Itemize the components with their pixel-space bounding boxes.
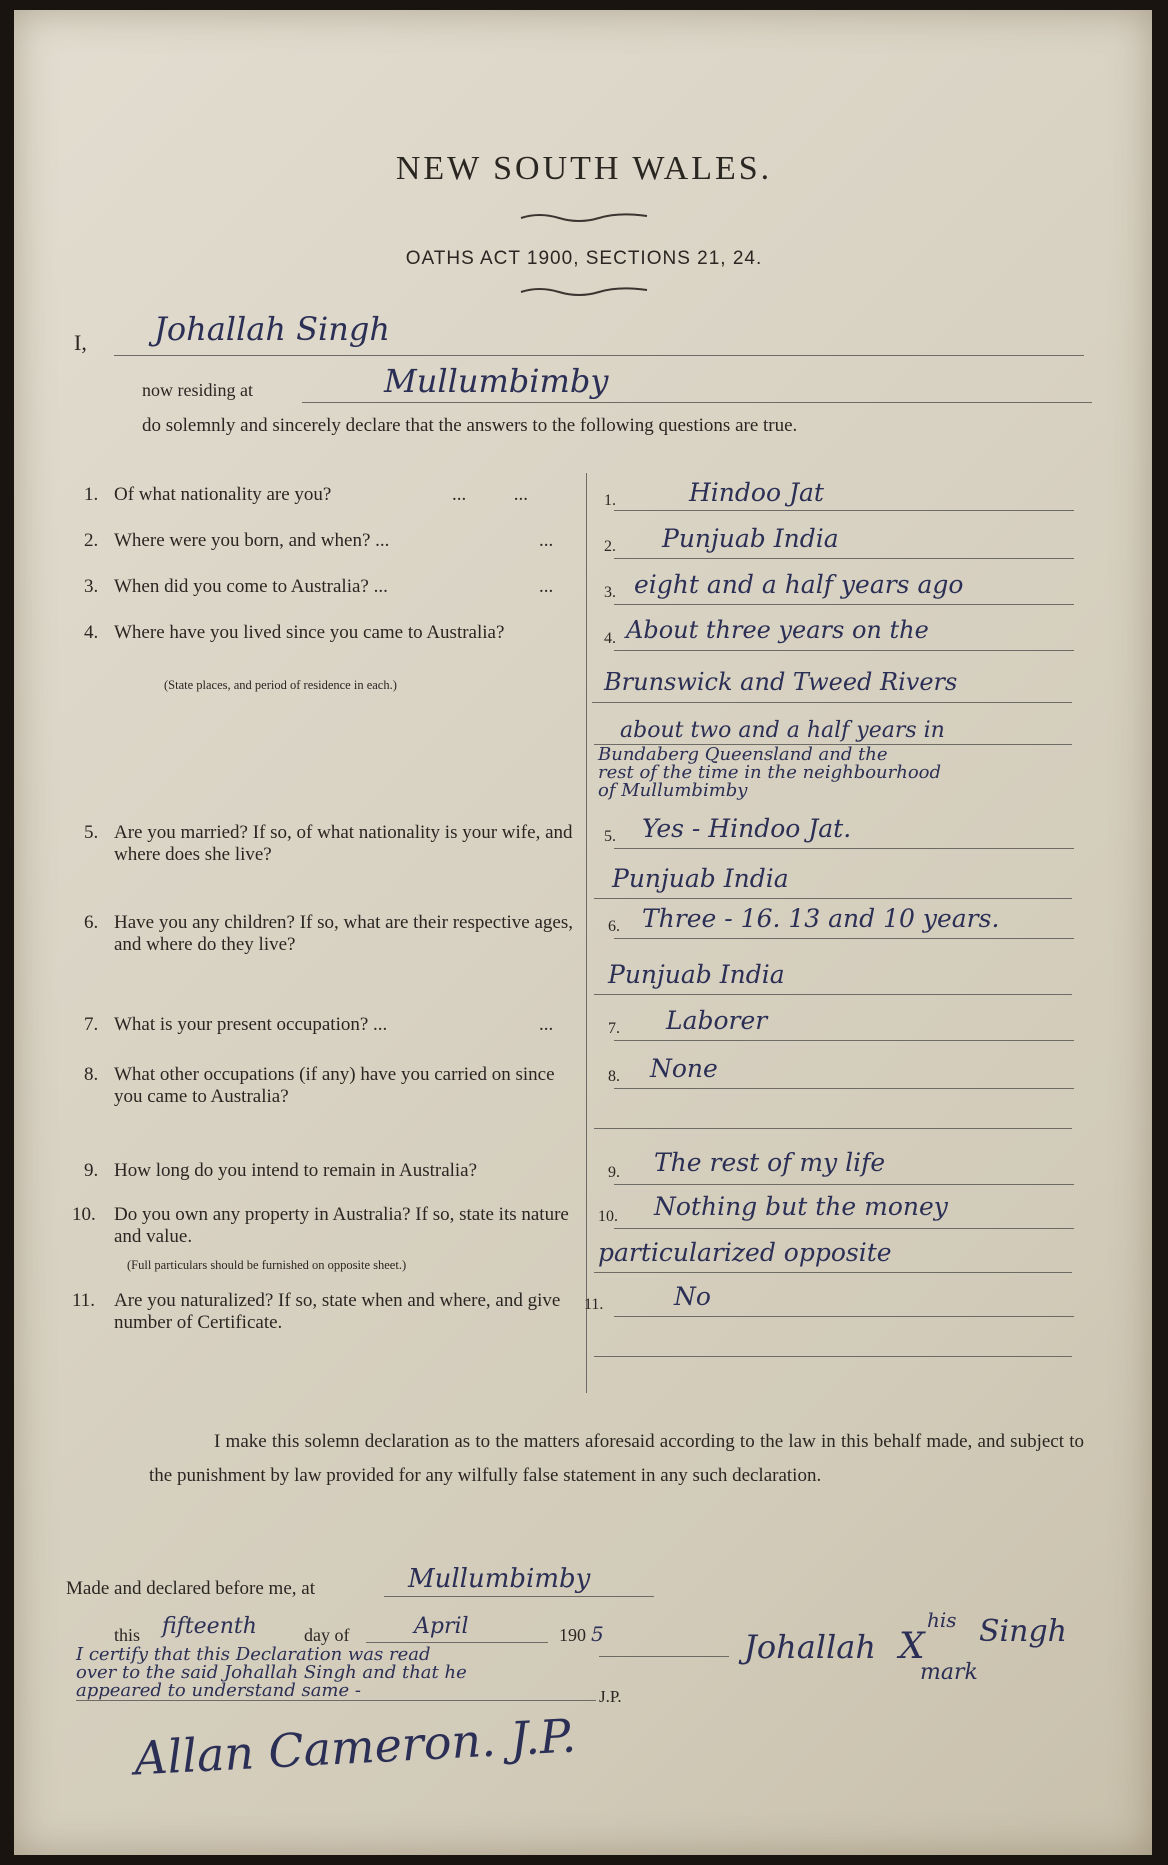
answer-text: Three - 16. 13 and 10 years. [642,904,1000,933]
question-leader: ... [539,576,554,597]
answer-text: Punjuab India [612,864,789,893]
title-flourish [0,210,1168,229]
signature-first: Johallah [744,1628,876,1666]
subtitle-flourish [0,284,1168,303]
answer-text: Yes - Hindoo Jat. [642,814,852,843]
answer-line [594,994,1072,995]
answer-number: 3. [604,584,616,601]
answer-text: Brunswick and Tweed Rivers [604,668,958,696]
document-page [14,10,1152,1855]
document-subtitle: OATHS ACT 1900, SECTIONS 21, 24. [405,248,763,269]
answer-text: about two and a half years in [620,718,945,743]
answer-text: No [674,1282,711,1311]
certification-line: appeared to understand same - [76,1680,361,1701]
signature-his: his [927,1608,957,1632]
answer-line [614,604,1074,605]
question-number: 1. [84,484,99,505]
this-label: this [114,1625,141,1645]
day-of-label: day of [304,1625,350,1645]
answer-text: Hindoo Jat [689,478,824,507]
question-number: 9. [84,1160,99,1181]
answer-number: 8. [608,1068,620,1085]
answer-number: 11. [584,1296,604,1313]
answer-text: None [650,1054,718,1083]
answer-number: 7. [608,1020,620,1037]
answer-line [594,1128,1072,1129]
question-number: 4. [84,622,99,643]
question-note: (State places, and period of residence in each.) [164,678,397,692]
day-value: fifteenth [162,1614,257,1639]
signature-line [599,1656,729,1657]
answer-number: 9. [608,1164,620,1181]
made-before-place: Mullumbimby [408,1564,591,1594]
answer-line [594,1356,1072,1357]
question-number: 5. [84,822,99,843]
answer-text: Punjuab India [608,960,785,989]
question-text: Of what nationality are you? [114,484,332,505]
answer-line [614,650,1074,651]
answer-text: rest of the time in the neighbourhood [598,762,942,783]
question-leader: ... [539,530,554,551]
answer-number: 1. [604,492,616,509]
answer-line [614,558,1074,559]
question-text: Do you own any property in Australia? If so, state its nature and value. [114,1204,569,1247]
certification-line: over to the said Johallah Singh and that he [76,1662,467,1683]
question-number: 6. [84,912,99,933]
jp-label: J.P. [599,1687,622,1706]
answer-line [614,1316,1074,1317]
question-text: What is your present occupation? ... [114,1014,388,1035]
answer-text: Laborer [666,1006,768,1035]
answer-number: 2. [604,538,616,555]
answer-line [614,1040,1074,1041]
answer-line [592,702,1072,703]
certification-line: I certify that this Declaration was read [76,1644,431,1665]
question-number: 2. [84,530,99,551]
question-number: 8. [84,1064,99,1085]
answer-text: of Mullumbimby [598,780,748,801]
answer-line [614,848,1074,849]
answer-line [614,938,1074,939]
answer-number: 5. [604,828,616,845]
residence-value: Mullumbimby [384,362,609,400]
answer-number: 4. [604,630,616,647]
residence-line [302,402,1092,403]
signature-mark: X [899,1626,925,1667]
document-title: NEW SOUTH WALES. [395,150,773,187]
answer-text: Bundaberg Queensland and the [598,744,888,765]
question-text: Are you naturalized? If so, state when and where, and give number of Certificate. [114,1290,561,1333]
year-suffix: 5 [591,1622,604,1646]
question-text: Where were you born, and when? ... [114,530,390,551]
answer-line [594,898,1072,899]
answer-line [614,1088,1074,1089]
answer-text: particularized opposite [598,1238,892,1267]
answer-line [614,1228,1074,1229]
answer-text: About three years on the [626,616,929,644]
year-prefix: 190 [559,1625,586,1645]
name-line [114,355,1084,356]
question-number: 10. [72,1204,96,1225]
answer-text: eight and a half years ago [634,570,964,599]
answer-line [614,1184,1074,1185]
question-number: 11. [72,1290,96,1311]
signature-mark-label: mark [920,1660,978,1685]
declarant-prefix: I, [74,330,87,355]
jp-signature: Allan Cameron. J.P. [132,1708,578,1786]
answer-number: 10. [598,1208,618,1225]
answer-number: 6. [608,918,620,935]
question-note: (Full particulars should be furnished on opposite sheet.) [127,1258,407,1272]
question-text: When did you come to Australia? ... [114,576,388,597]
residing-label: now residing at [142,380,253,400]
place-line [384,1596,654,1597]
month-line [366,1642,548,1643]
question-text: Have you any children? If so, what are their respective ages, and where do they live? [114,912,573,955]
question-leader: ... [539,1014,554,1035]
answer-line [594,1272,1072,1273]
month-value: April [414,1614,469,1639]
question-text: Are you married? If so, of what nationality is your wife, and where does she live? [114,822,573,865]
answer-text: Punjuab India [662,524,839,553]
question-number: 7. [84,1014,99,1035]
declaration-paragraph: I make this solemn declaration as to the matters aforesaid according to the law in this behalf made, and subject to the punishment by law provided for any wilfully false statement in any such declaration. [149,1431,1084,1486]
signature-last: Singh [979,1614,1067,1649]
question-text: Where have you lived since you came to Australia? [114,622,505,643]
question-leader: ... ... [452,484,528,505]
made-before-label: Made and declared before me, at [66,1578,315,1599]
column-divider [586,473,587,1393]
question-text: What other occupations (if any) have you carried on since you came to Australia? [114,1064,555,1107]
declare-statement: do solemnly and sincerely declare that the answers to the following questions are true. [142,415,798,436]
jp-line [76,1700,596,1701]
question-number: 3. [84,576,99,597]
answer-line [614,510,1074,511]
declarant-name: Johallah Singh [154,310,390,348]
question-text: How long do you intend to remain in Australia? [114,1160,478,1181]
answer-text: The rest of my life [654,1148,886,1177]
answer-text: Nothing but the money [654,1192,948,1221]
